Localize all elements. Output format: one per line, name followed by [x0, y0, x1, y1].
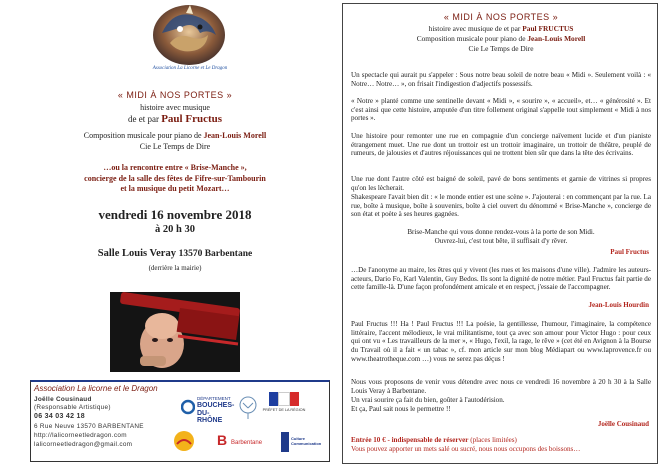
- venue-note: (derrière la mairie): [148, 264, 202, 272]
- tagline-line: …ou la rencontre entre « Brise-Manche »,: [103, 163, 247, 172]
- right-subtitle-prefix: histoire avec musique de et par: [428, 24, 523, 33]
- story-paragraph: Une rue dont l'autre côté est baigné de soleil, pavé de bons sentiments et garnie de vitrines si propres qu'on les lècherait.: [351, 175, 651, 192]
- partner-dept-label: DÉPARTEMENT: [197, 396, 231, 401]
- association-logo: [150, 3, 228, 73]
- composer-name: Jean-Louis Morell: [203, 131, 267, 140]
- sun-logo-icon: [171, 428, 197, 454]
- story-paragraph: Une histoire pour remonter une rue en compagnie d'un concierge naïvement lucide et d'un pianiste étrangement muet. Une rue dont un trottoir est un trottoir imaginaire, un trottoir de théâtre, peuplé de rumeurs, de jalousies et d'autres réjouissances qui ne trottent bien sûr que dans la tête des écrivains.: [351, 132, 651, 158]
- tagline: [30, 163, 320, 195]
- event-date: vendredi 16 novembre 2018: [98, 207, 252, 222]
- show-title: « MIDI À NOS PORTES »: [117, 90, 233, 100]
- culture-label: Culture Communication: [291, 436, 322, 446]
- barbentane-label: Barbentane: [231, 440, 263, 446]
- footer-association: Association La licorne et le Dragon: [34, 384, 158, 393]
- partner-culture: [281, 430, 327, 454]
- partner-dept-name-1: BOUCHES-: [197, 402, 235, 409]
- show-subtitle: histoire avec musique: [140, 103, 210, 112]
- partner-prefet: [261, 392, 307, 422]
- barbentane-b-icon: B: [217, 432, 228, 448]
- shakespeare-paragraph: Shakespeare l'avait bien dit : « le monde entier est une scène ». J'ajouterai : en commençant par la rue. La rue, boîte à musique, boîte à souvenirs, boîte à ciel ouvert du dénommé « Brise-Manche », concierge de son état et poète à ses heures gagnées.: [351, 193, 651, 219]
- cousinaud-paragraph: Paul Fructus !!! Ha ! Paul Fructus !!! La poésie, la gentillesse, l'humour, l'imaginaire, la compétence littéraire, l'accent mélodieux, le vrai militantisme, tout ça avec son amour pour Victor Hugo : pour ceux qui ont vu « Les travailleurs de la mer », « Hugo, l'exil, la rage, le rêve » (cet été en Avignon à la Bourse du Travail où il a fait « un tabac », cf. mon article sur mon blog Médiapart ou www.laprovence.fr ou www.theatrotheque.com …) vous ne serez pas déçus !: [351, 320, 651, 363]
- tree-logo-icon: [237, 396, 259, 420]
- bring-food-line: Vous pouvez apporter un mets salé ou sucré, nous nous occupons des boissons…: [351, 445, 581, 453]
- right-composition-prefix: Composition musicale pour piano de: [416, 34, 528, 43]
- author-line: [30, 113, 320, 125]
- permission-line: Et ça, Paul sait nous le permettre !!: [351, 405, 451, 413]
- dream-line: Ouvrez-lui, c'est tout bête, il suffisait d'y rêver.: [434, 237, 568, 245]
- rendezvous-line: Brise-Manche qui vous donne rendez-vous à la porte de son Midi.: [407, 228, 595, 236]
- composition-prefix: Composition musicale pour piano de: [83, 131, 204, 140]
- logo-caption: Association La Licorne et Le Dragon: [152, 66, 228, 71]
- right-author-name: Paul FRUCTUS: [522, 24, 574, 33]
- right-composer-name: Jean-Louis Morell: [527, 34, 586, 43]
- event-time: à 20 h 30: [155, 224, 195, 235]
- company-name: Cie Le Temps de Dire: [139, 142, 211, 151]
- right-subtitle-line: [351, 24, 651, 33]
- venue-city: 13570 Barbentane: [178, 249, 253, 259]
- author-name: Paul Fructus: [161, 113, 223, 125]
- right-composition-line: [351, 34, 651, 43]
- invitation-paragraph: Nous vous proposons de venir vous détendre avec nous ce vendredi 16 novembre à 20 h 30 à la Salle Louis Veray à Barbentane.: [351, 378, 651, 395]
- signature-hourdin: Jean-Louis Hourdin: [588, 301, 649, 309]
- prefet-label: PRÉFET DE LA RÉGION: [262, 408, 306, 412]
- tagline-line: et la musique du petit Mozart…: [120, 184, 230, 193]
- contact-website[interactable]: http://lalicorneetledragon.com: [34, 432, 127, 439]
- contact-address: 6 Rue Neuve 13570 BARBENTANE: [34, 423, 144, 430]
- entry-price: Entrée 10 € - indispensable de réserver: [351, 436, 469, 444]
- intro-paragraph: « Notre » planté comme une sentinelle devant « Midi », « sourire », « accueil», et… « générosité ». Et c'est ainsi que cette histoire, amputée d'un titre follement original s'appelle tout simplement « Midi à nos portes ».: [351, 97, 651, 123]
- entry-note: (places limitées): [468, 436, 517, 444]
- venue-line: [30, 248, 320, 259]
- partner-barbentane: [217, 430, 267, 454]
- venue-name: Salle Louis Veray: [97, 248, 176, 259]
- contact-phone: 06 34 03 42 18: [34, 413, 85, 420]
- smile-line: Un vrai sourire ça fait du bien, goûter à l'autodérision.: [351, 396, 505, 404]
- signature-cousinaud: Joëlle Cousinaud: [597, 420, 649, 428]
- partner-bouches-du-rhone: [181, 394, 233, 422]
- contact-role: (Responsable Artistique): [34, 404, 111, 411]
- right-panel: [342, 3, 658, 464]
- signature-fructus: Paul Fructus: [610, 248, 649, 256]
- entry-line: [351, 436, 651, 445]
- composition-line: [30, 131, 320, 140]
- by-prefix: de et par: [127, 114, 162, 124]
- tagline-line: concierge de la salle des fêtes de Fifre-sur-Tambourin: [84, 173, 266, 183]
- intro-paragraph: Un spectacle qui aurait pu s'appeler : Sous notre beau soleil de notre beau « Midi ». Seulement voilà : « Notre… Notre… », on frisait l'indigestion d'adjectifs possessifs.: [351, 71, 651, 88]
- performer-photo: [110, 292, 240, 372]
- hourdin-quote: …De l'anonyme au maire, les êtres qui y vivent (les rues et les maisons d'une ville). J'admire les auteurs-acteurs, Dario Fo, Karl Valentin, Guy Bedos. Ils sont la dignité de notre métier. Paul Fructus fait partie de cette famille-là. D'une façon profondément amicale et en respect, j'essaie de l'accompagner.: [351, 266, 651, 292]
- contact-footer: [30, 380, 330, 462]
- partner-dept-name-2: DU-RHÔNE: [197, 410, 223, 424]
- contact-name: Joëlle Cousinaud: [34, 396, 92, 403]
- contact-email[interactable]: lalicorneetledragon@gmail.com: [34, 441, 133, 448]
- french-flag-icon: [269, 392, 299, 406]
- right-company: Cie Le Temps de Dire: [468, 44, 534, 53]
- right-show-title: « MIDI À NOS PORTES »: [443, 12, 559, 22]
